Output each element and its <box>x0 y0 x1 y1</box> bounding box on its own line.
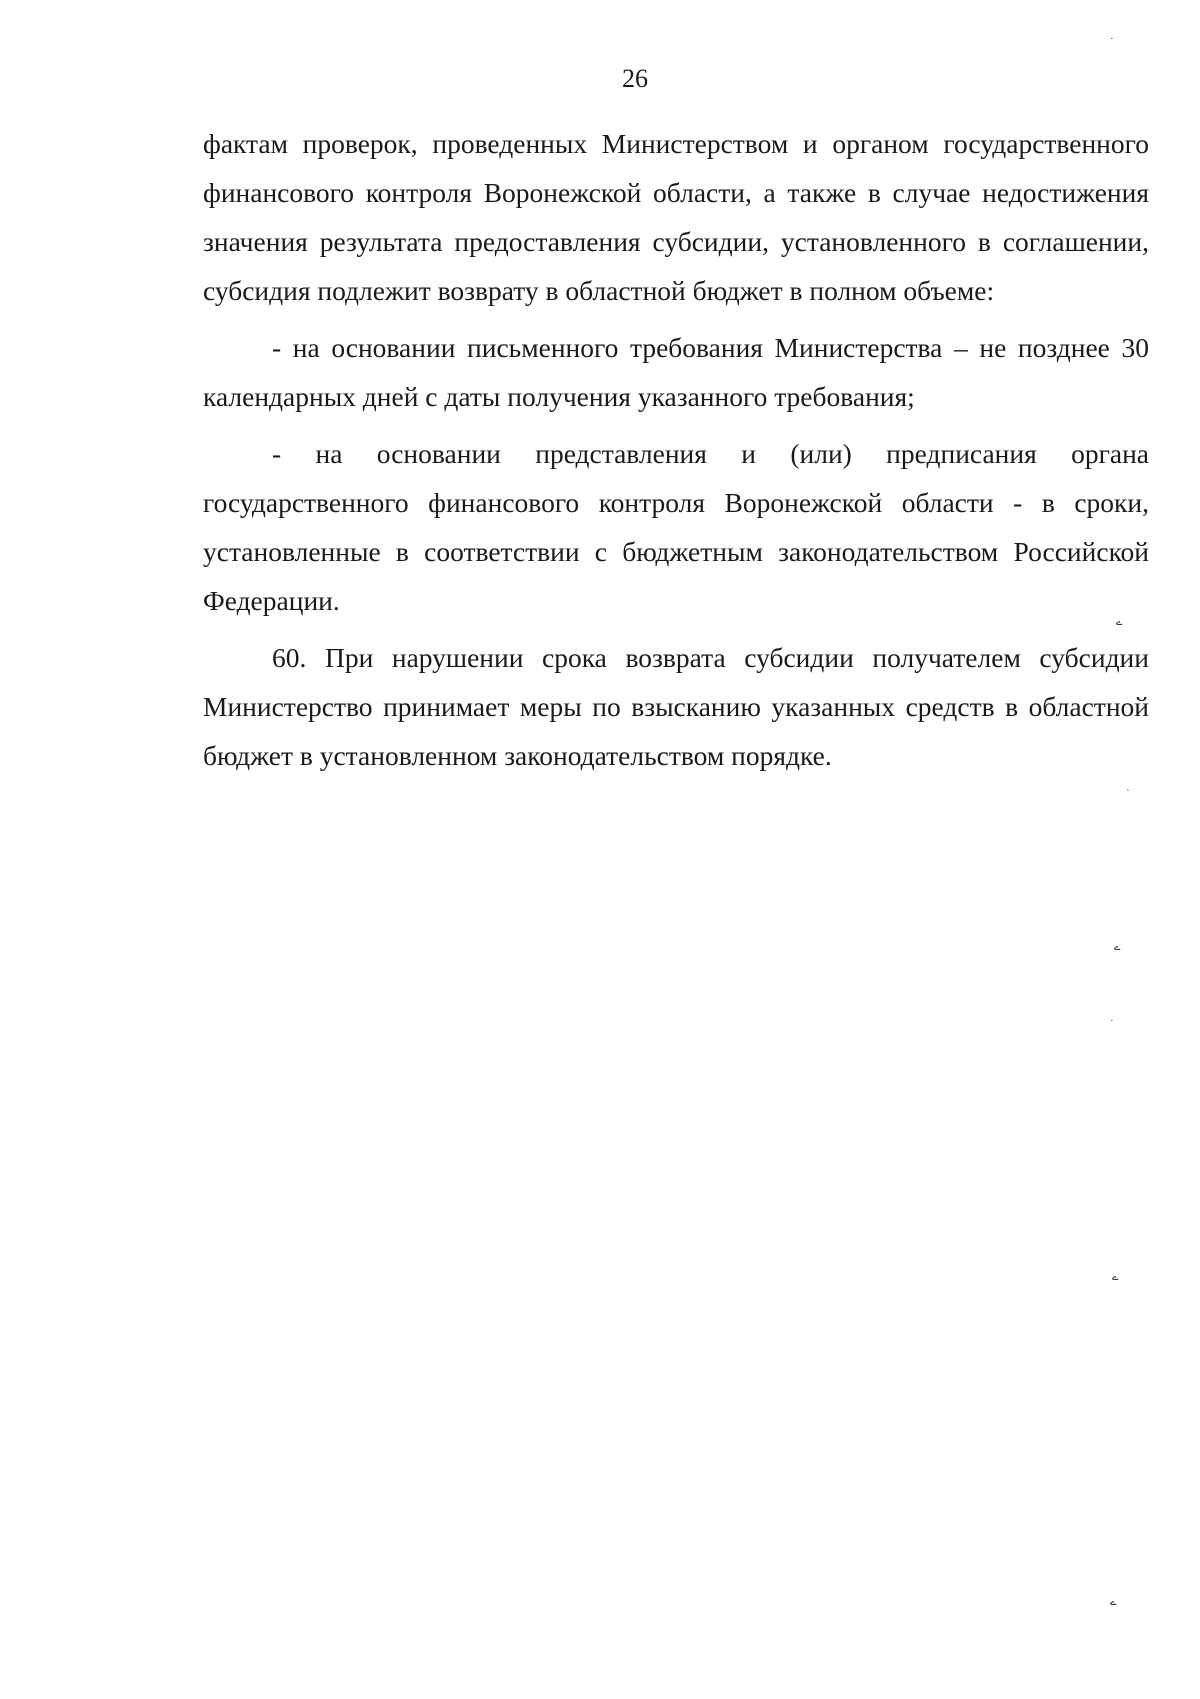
paragraph-bullet-control-body: - на основании представления и (или) предписания органа государственного финансового контроля Воронежской области - в сроки, установленные в соответствии с бюджетным законодательством Российской Федерации. <box>203 438 1149 616</box>
scan-speck: · <box>1110 33 1114 45</box>
scan-speck: ے <box>1116 616 1123 628</box>
page-number: 26 <box>622 64 648 93</box>
paragraph-continuation: фактам проверок, проведенных Министерством и органом государственного финансового контроля Воронежской области, а также в случае недостижения значения результата предоставления субсидии, установленного в соглашении, субсидия подлежит возврату в областной бюджет в полном объеме: <box>203 128 1149 306</box>
paragraph-bullet-written-requirement: - на основании письменного требования Министерства – не позднее 30 календарных дней с даты получения указанного требования; <box>203 332 1149 412</box>
scan-speck: ے <box>1110 1596 1117 1608</box>
scan-speck: ے <box>1114 941 1121 953</box>
scan-speck: · <box>1110 1015 1114 1027</box>
scan-speck: ے <box>1112 1271 1119 1283</box>
document-body <box>203 119 1149 780</box>
scan-speck: ˋ <box>1126 788 1130 800</box>
paragraph-clause-60: 60. При нарушении срока возврата субсидии получателем субсидии Министерство принимает меры по взысканию указанных средств в областной бюджет в установленном законодательством порядке. <box>203 642 1149 771</box>
